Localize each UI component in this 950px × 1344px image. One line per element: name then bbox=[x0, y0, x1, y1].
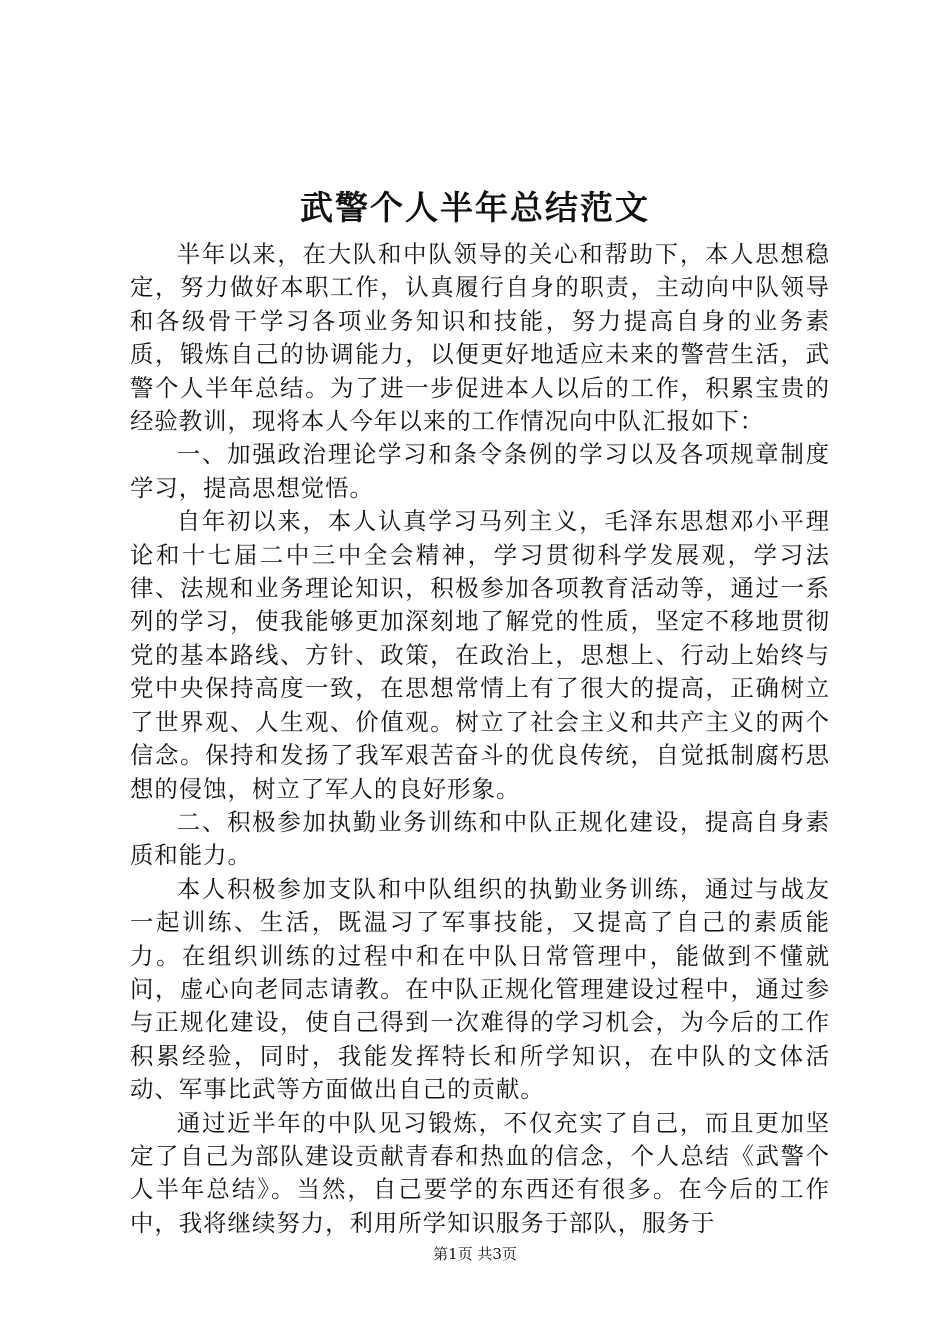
paragraph-conclusion: 通过近半年的中队见习锻炼，不仅充实了自己，而且更加坚定了自己为部队建设贡献青春和热血的信念，个人总结《武警个人半年总结》。当然，自己要学的东西还有很多。在今后的工作中，我将继续努力，利用所学知识服务于部队，服务于 bbox=[130, 1108, 830, 1237]
page-number-footer: 第1页 共3页 bbox=[433, 1245, 517, 1263]
document-title: 武警个人半年总结范文 bbox=[300, 188, 650, 227]
section-heading-2: 二、积极参加执勤业务训练和中队正规化建设，提高自身素质和能力。 bbox=[130, 807, 830, 870]
document-body bbox=[130, 238, 830, 1240]
paragraph-section-2: 本人积极参加支队和中队组织的执勤业务训练，通过与战友一起训练、生活，既温习了军事技能，又提高了自己的素质能力。在组织训练的过程中和在中队日常管理中，能做到不懂就问，虚心向老同志请教。在中队正规化管理建设过程中，通过参与正规化建设，使自己得到一次难得的学习机会，为今后的工作积累经验，同时，我能发挥特长和所学知识，在中队的文体活动、军事比武等方面做出自己的贡献。 bbox=[130, 874, 830, 1104]
paragraph-section-1: 自年初以来，本人认真学习马列主义，毛泽东思想邓小平理论和十七届二中三中全会精神，学习贯彻科学发展观，学习法律、法规和业务理论知识，积极参加各项教育活动等，通过一系列的学习，使我能够更加深刻地了解党的性质，坚定不移地贯彻党的基本路线、方针、政策，在政治上，思想上、行动上始终与党中央保持高度一致，在思想常情上有了很大的提高，正确树立了世界观、人生观、价值观。树立了社会主义和共产主义的两个信念。保持和发扬了我军艰苦奋斗的优良传统，自觉抵制腐朽思想的侵蚀，树立了军人的良好形象。 bbox=[130, 507, 830, 803]
paragraph-intro: 半年以来，在大队和中队领导的关心和帮助下，本人思想稳定，努力做好本职工作，认真履行自身的职责，主动向中队领导和各级骨干学习各项业务知识和技能，努力提高自身的业务素质，锻炼自己的协调能力，以便更好地适应未来的警营生活，武警个人半年总结。为了进一步促进本人以后的工作，积累宝贵的经验教训，现将本人今年以来的工作情况向中队汇报如下： bbox=[130, 240, 830, 436]
section-heading-1: 一、加强政治理论学习和条令条例的学习以及各项规章制度学习，提高思想觉悟。 bbox=[130, 440, 830, 502]
